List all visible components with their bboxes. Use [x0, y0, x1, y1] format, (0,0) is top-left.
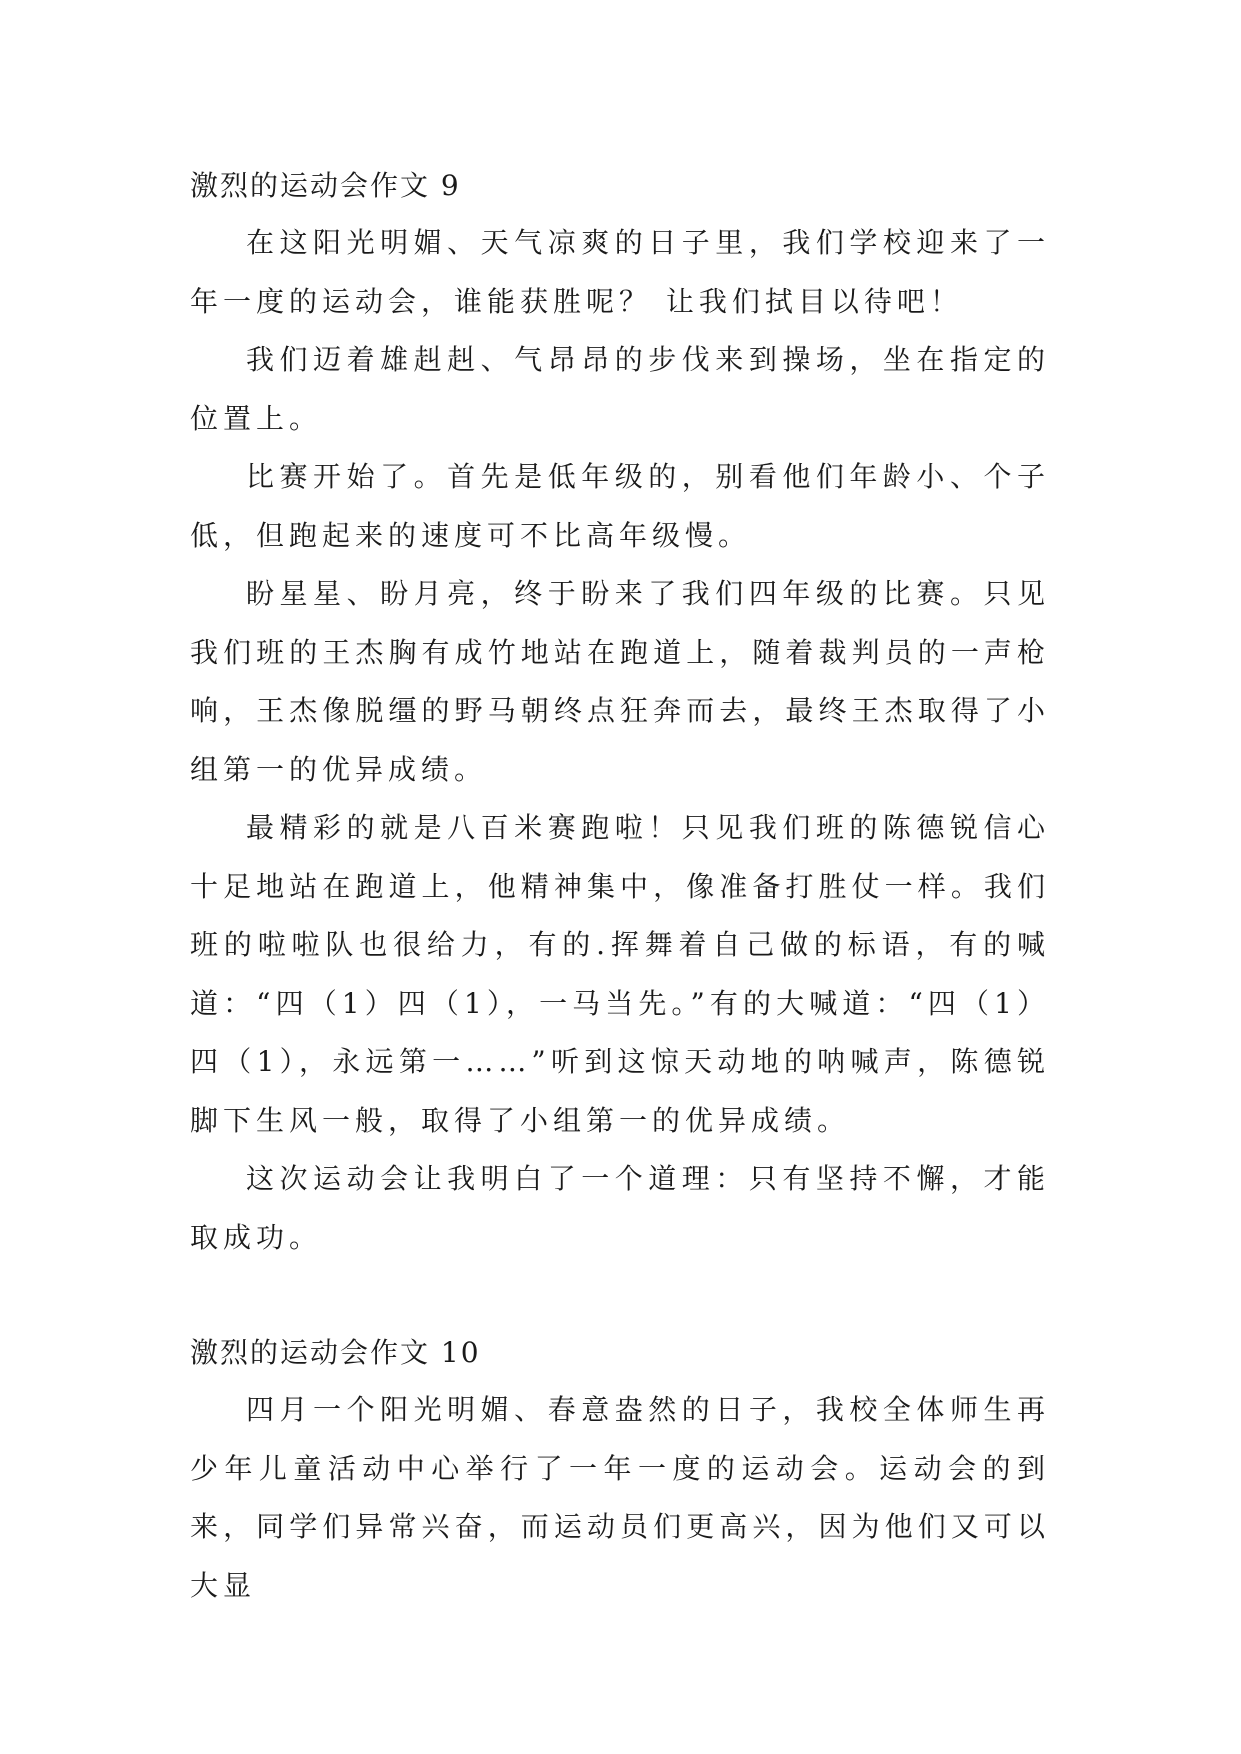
paragraph: 最精彩的就是八百米赛跑啦！只见我们班的陈德锐信心十足地站在跑道上，他精神集中，像准备打胜仗一样。我们班的啦啦队也很给力，有的.挥舞着自己做的标语，有的喊道：“四（1）四（1），一马当先。”有的大喊道：“四（1）四（1），永远第一……”听到这惊天动地的呐喊声，陈德锐脚下生风一般，取得了小组第一的优异成绩。 — [190, 811, 1050, 1137]
essay-9 — [190, 160, 1050, 1267]
paragraph: 在这阳光明媚、天气凉爽的日子里，我们学校迎来了一年一度的运动会，谁能获胜呢？ 让我们拭目以待吧！ — [190, 226, 1050, 318]
essay-title: 激烈的运动会作文 9 — [190, 169, 461, 202]
paragraph: 四月一个阳光明媚、春意盎然的日子，我校全体师生再少年儿童活动中心举行了一年一度的运动会。运动会的到来，同学们异常兴奋，而运动员们更高兴，因为他们又可以大显 — [190, 1393, 1050, 1602]
paragraph: 这次运动会让我明白了一个道理：只有坚持不懈，才能取成功。 — [190, 1162, 1050, 1254]
essay-10 — [190, 1327, 1050, 1615]
document-page — [190, 160, 1050, 1615]
paragraph: 我们迈着雄赳赳、气昂昂的步伐来到操场，坐在指定的位置上。 — [190, 343, 1050, 435]
essay-title: 激烈的运动会作文 10 — [190, 1336, 481, 1369]
paragraph: 比赛开始了。首先是低年级的，别看他们年龄小、个子低，但跑起来的速度可不比高年级慢。 — [190, 460, 1050, 552]
paragraph: 盼星星、盼月亮，终于盼来了我们四年级的比赛。只见我们班的王杰胸有成竹地站在跑道上，随着裁判员的一声枪响，王杰像脱缰的野马朝终点狂奔而去，最终王杰取得了小组第一的优异成绩。 — [190, 577, 1050, 786]
